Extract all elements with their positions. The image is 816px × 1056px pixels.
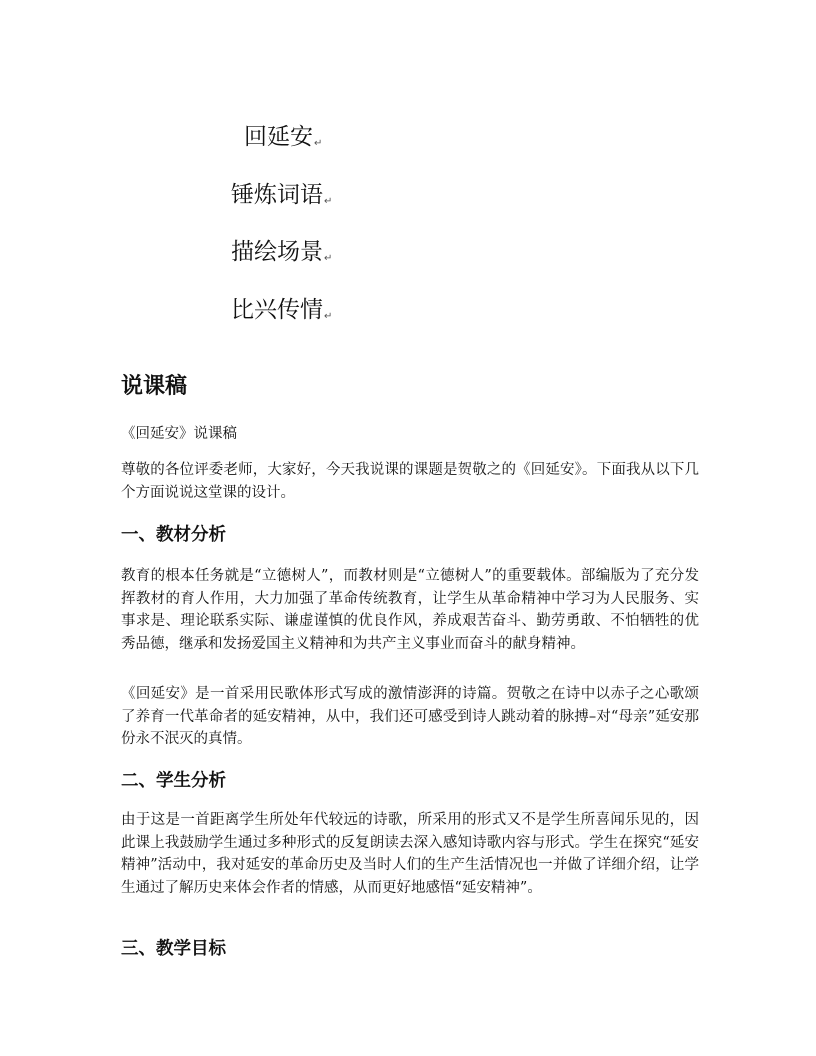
outline-item-words xyxy=(231,176,332,209)
outline-text: 描绘场景 xyxy=(231,239,323,265)
textbook-paragraph-2: 《回延安》是一首采用民歌体形式写成的激情澎湃的诗篇。贺敬之在诗中以赤子之心歌颂了养育一代革命者的延安精神，从中，我们还可感受到诗人跳动着的脉搏–对“母亲”延安那份永不泯灭的真情。 xyxy=(121,686,699,747)
document-title: 说课稿 xyxy=(121,374,188,399)
paragraph-mark-icon: ↵ xyxy=(324,253,333,264)
outline-item-huiyanan xyxy=(244,118,322,151)
outline-text: 锤炼词语 xyxy=(231,182,323,208)
paragraph-mark-icon: ↵ xyxy=(324,311,333,322)
outline-text: 比兴传情 xyxy=(231,297,323,323)
outline-item-scene xyxy=(231,233,332,266)
paragraph-mark-icon: ↵ xyxy=(324,196,333,207)
outline-text: 回延安 xyxy=(244,124,313,150)
section-heading-students: 二、学生分析 xyxy=(121,771,226,791)
paragraph-mark-icon: ↵ xyxy=(314,138,323,149)
outline-item-bixing xyxy=(231,291,332,324)
subtitle-line: 《回延安》说课稿 xyxy=(121,426,237,442)
textbook-paragraph-1: 教育的根本任务就是“立德树人”，而教材则是“立德树人”的重要载体。部编版为了充分发挥教材的育人作用，大力加强了革命传统教育，让学生从革命精神中学习为人民服务、实事求是、理论联系实际、谦虚谨慎的优良作风，养成艰苦奋斗、勤劳勇敢、不怕牺牲的优秀品德，继承和发扬爱国主义精神和为共产主义事业而奋斗的献身精神。 xyxy=(121,568,699,652)
section-heading-objectives: 三、教学目标 xyxy=(121,939,226,959)
intro-paragraph: 尊敬的各位评委老师，大家好，今天我说课的课题是贺敬之的《回延安》。下面我从以下几个方面说说这堂课的设计。 xyxy=(121,462,699,501)
students-paragraph: 由于这是一首距离学生所处年代较远的诗歌，所采用的形式又不是学生所喜闻乐见的，因此课上我鼓励学生通过多种形式的反复朗读去深入感知诗歌内容与形式。学生在探究“延安精神”活动中，我对延安的革命历史及当时人们的生产生活情况也一并做了详细介绍，让学生通过了解历史来体会作者的情感，从而更好地感悟“延安精神”。 xyxy=(121,812,699,896)
section-heading-textbook: 一、教材分析 xyxy=(121,525,226,545)
